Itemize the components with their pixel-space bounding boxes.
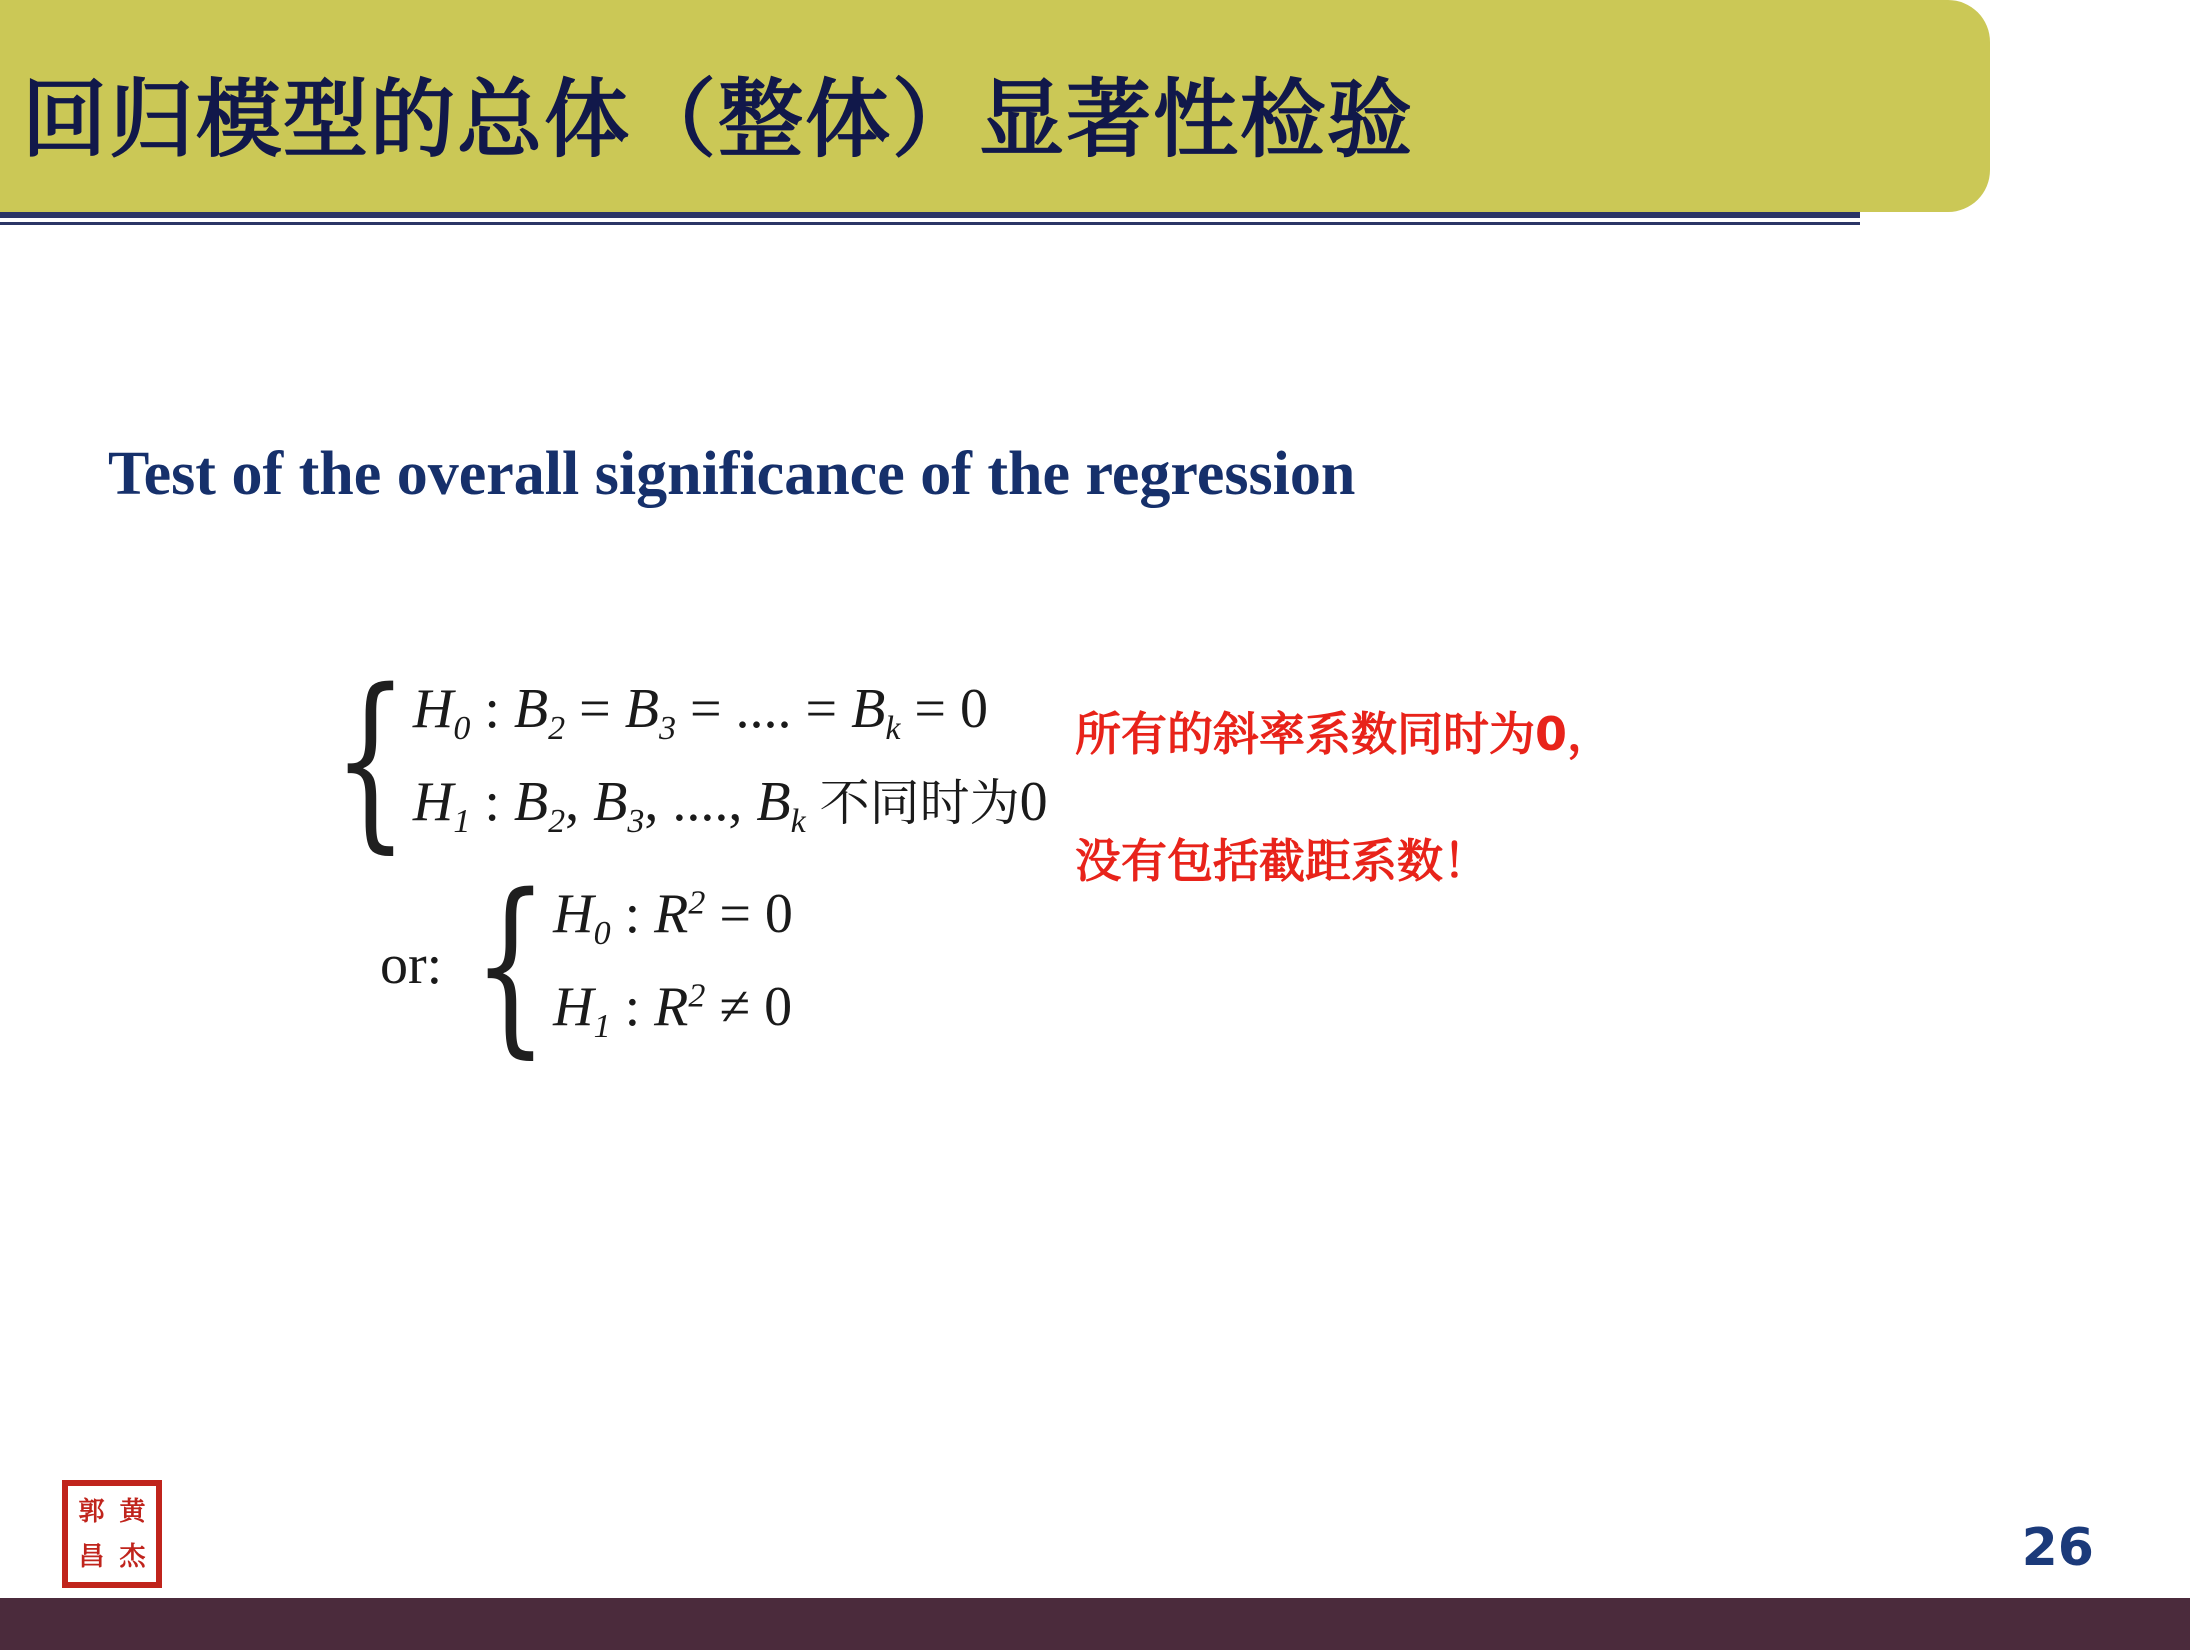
hypothesis-alt-coefficients: $H_1$ : $B_2$, $B_3$, ...., $B_k$ 不同时为0 [412, 770, 1048, 840]
left-brace-icon-2: { [473, 853, 549, 1075]
footer-bar [0, 1598, 2190, 1650]
seal-char-2: 黄 [119, 1496, 146, 1527]
hypothesis-alt-r2: $H_1$ : $R^2 \ne 0$ [553, 975, 793, 1045]
section-heading: Test of the overall significance of the regression [108, 440, 1356, 508]
slide-title: 回归模型的总体（整体）显著性检验 [22, 70, 1415, 170]
or-label: or: [380, 933, 443, 996]
hypothesis-null-coefficients: $H_0$ : $B_2 = B_3$ = .... = $B_k = 0$ [412, 678, 989, 747]
title-divider-thin [0, 222, 1860, 225]
slide-content [0, 240, 2190, 1530]
alt-hypothesis-chinese: 不同时为 [819, 773, 1020, 832]
left-brace-icon: { [332, 648, 408, 870]
seal-char-4: 杰 [119, 1541, 146, 1572]
title-divider-thick [0, 212, 1860, 218]
annotation-line-1: 所有的斜率系数同时为0， [1075, 707, 1614, 762]
page-number: 26 [2021, 1518, 2094, 1578]
annotation-line-2: 没有包括截距系数！ [1075, 834, 1489, 889]
seal-char-1: 郭 [78, 1496, 105, 1527]
seal-stamp [62, 1480, 162, 1588]
hypothesis-null-r2: $H_0$ : $R^2 = 0$ [553, 883, 793, 953]
red-annotation [1075, 640, 1613, 957]
seal-char-3: 昌 [78, 1541, 105, 1572]
